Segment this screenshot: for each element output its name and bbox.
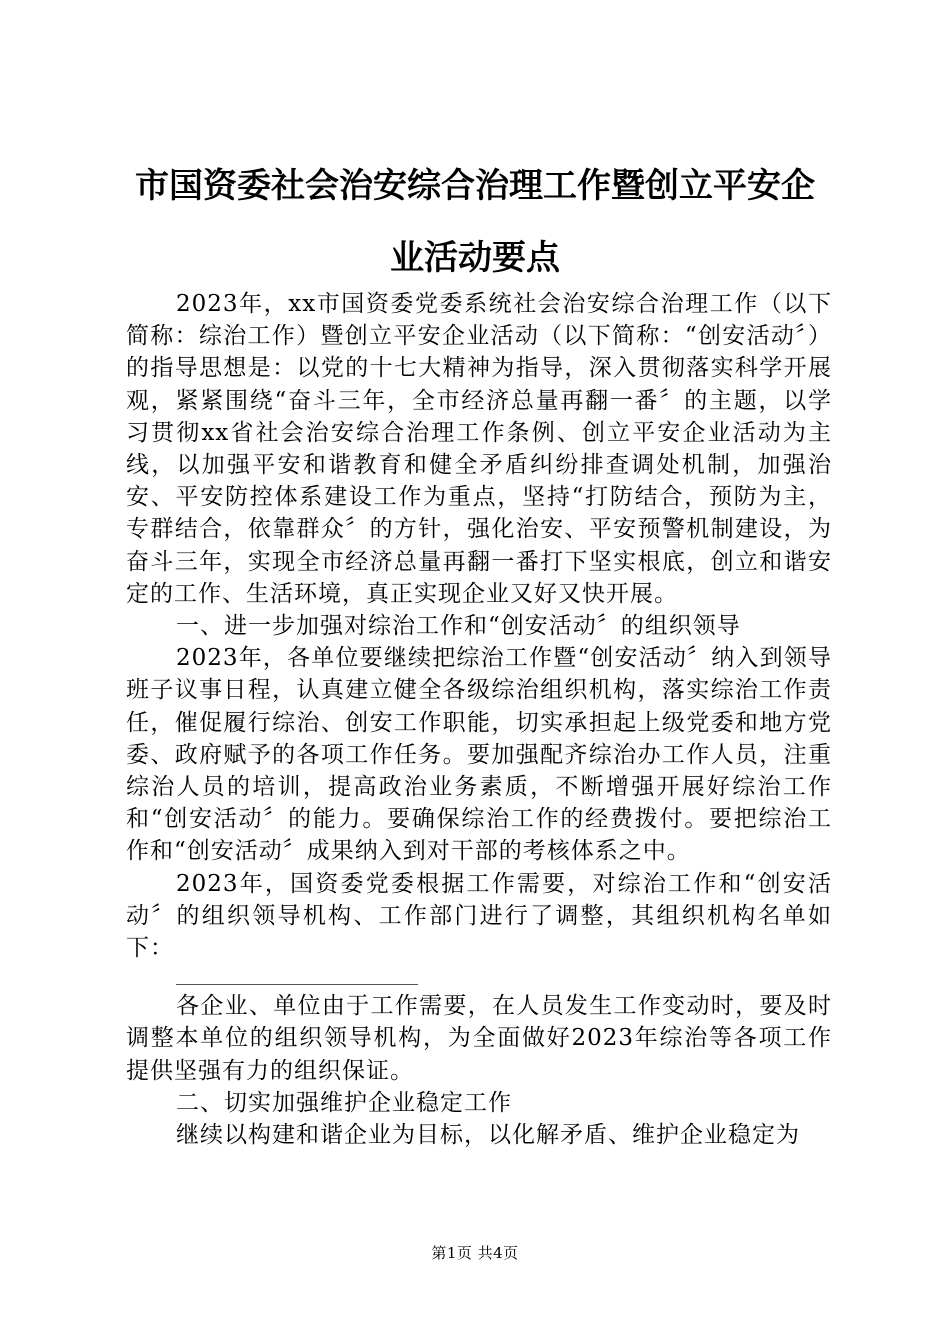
title-line-2: 业活动要点 (390, 238, 560, 278)
paragraph-leadership: 2023年，各单位要继续把综治工作暨“创安活动〞纳入到领导班子议事日程，认真建立健全各级综治组织机构，落实综治工作责任，催促履行综治、创安工作职能，切实承担起上级党委和地方党委、政府赋予的各项工作任务。要加强配齐综治办工作人员，注重综治人员的培训，提高政治业务素质，不断增强开展好综治工作和“创安活动〞的能力。要确保综治工作的经费拨付。要把综治工作和“创安活动〞成果纳入到对干部的考核体系之中。 (126, 645, 832, 865)
section-heading-1: 一、进一步加强对综治工作和“创安活动〞的组织领导 (176, 613, 741, 640)
document-title (110, 150, 840, 294)
title-line-1: 市国资委社会治安综合治理工作暨创立平安企 (135, 166, 815, 206)
blank-underline (176, 984, 418, 985)
paragraph-organization-list: 2023年，国资委党委根据工作需要，对综治工作和“创安活动〞的组织领导机构、工作部门进行了调整，其组织机构名单如下： (126, 870, 832, 962)
paragraph-staff-change: 各企业、单位由于工作需要，在人员发生工作变动时，要及时调整本单位的组织领导机构，为全面做好2023年综治等各项工作提供坚强有力的组织保证。 (126, 993, 832, 1084)
paragraph-stability: 继续以构建和谐企业为目标，以化解矛盾、维护企业稳定为 (176, 1122, 800, 1149)
section-heading-2: 二、切实加强维护企业稳定工作 (176, 1089, 512, 1116)
paragraph-guiding-ideology: 2023年，xx市国资委党委系统社会治安综合治理工作（以下简称：综治工作）暨创立平安企业活动（以下简称：“创安活动〞）的指导思想是：以党的十七大精神为指导，深入贯彻落实科学开展观，紧紧围绕“奋斗三年，全市经济总量再翻一番〞的主题，以学习贯彻xx省社会治安综合治理工作条例、创立平安企业活动为主线，以加强平安和谐教育和健全矛盾纠纷排查调处机制，加强治安、平安防控体系建设工作为重点，坚持“打防结合，预防为主，专群结合，依靠群众〞的方针，强化治安、平安预警机制建设，为奋斗三年，实现全市经济总量再翻一番打下坚实根底，创立和谐安定的工作、生活环境，真正实现企业又好又快开展。 (126, 291, 832, 607)
org-list-placeholder (126, 964, 832, 990)
page-footer: 第1页 共4页 (431, 1244, 519, 1262)
document-body (126, 288, 832, 1151)
